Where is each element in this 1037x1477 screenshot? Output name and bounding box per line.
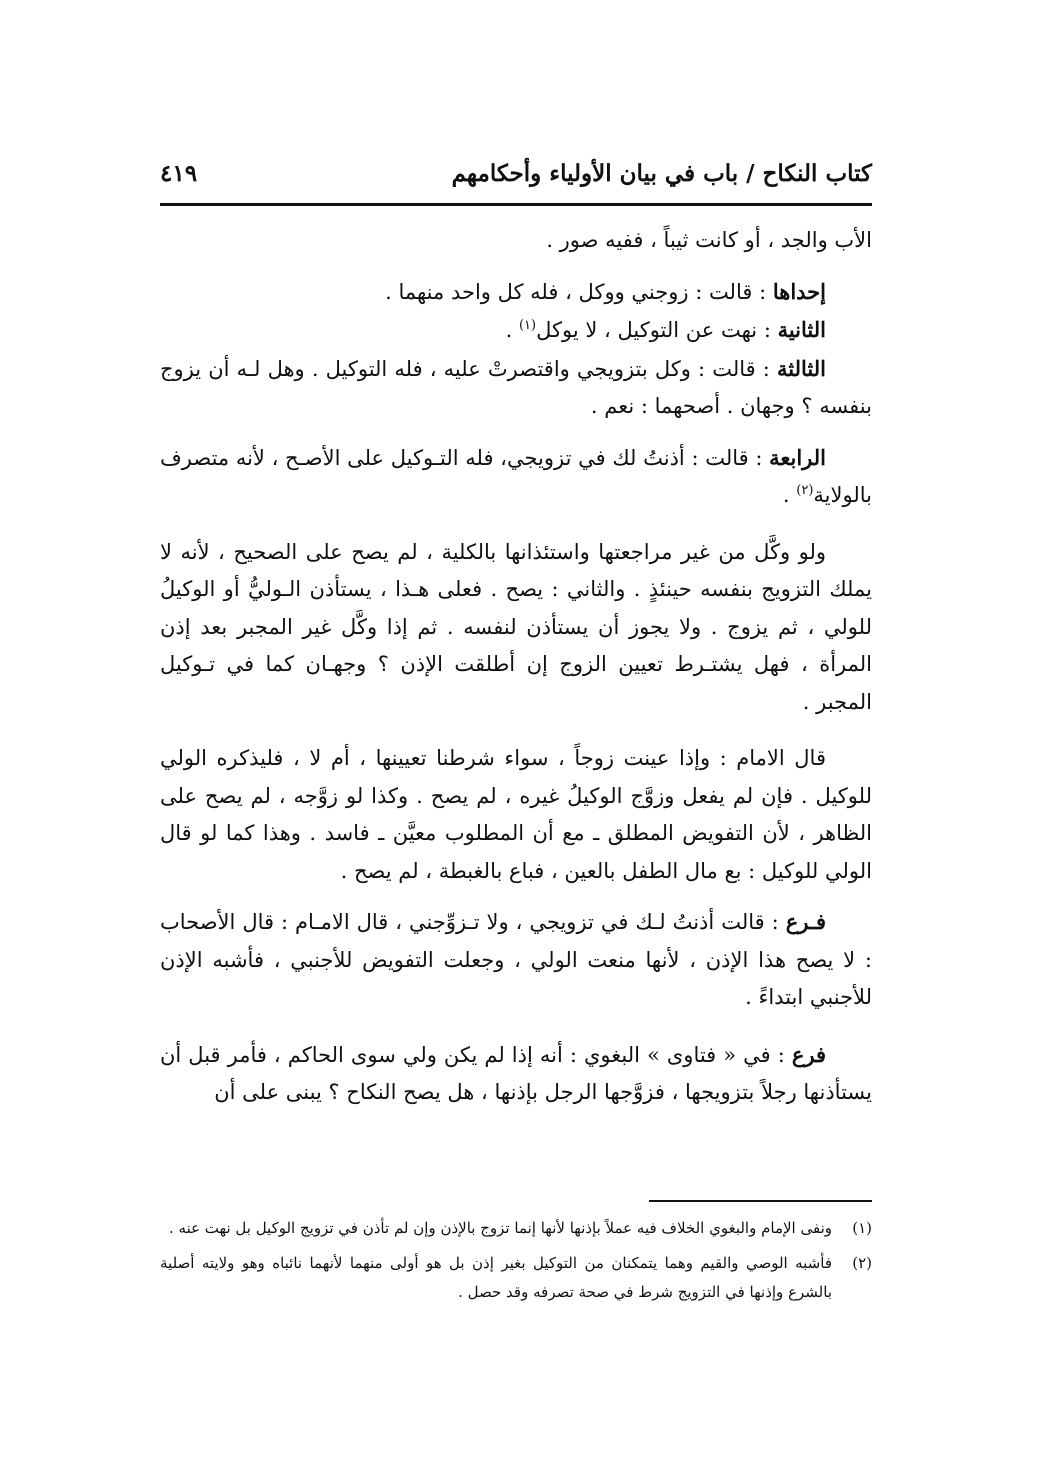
- running-title: كتاب النكاح / باب في بيان الأولياء وأحكامهم: [451, 160, 872, 187]
- third-case-text: : قالت : وكل بتزويجي واقتصرتْ عليه ، فله التوكيل . وهل لـه أن يزوج بنفسه ؟ وجهان . أصحهما : نعم .: [160, 356, 872, 418]
- footnote-rule: [649, 1200, 872, 1202]
- term-fourth-case: الرابعة: [769, 444, 826, 470]
- branch-1-text: : قالت أذنتُ لـك في تزويجي ، ولا تـزوِّجني ، قال الامـام : قال الأصحاب : لا يصح هذا الإذن ، لأنها منعت الولي ، وجعلت التفويض للأجنبي ، فأشبه الإذن للأجنبي ابتداءً .: [160, 910, 872, 1009]
- main-text: [160, 222, 872, 1112]
- first-case-text: : قالت : زوجني ووكل ، فله كل واحد منهما .: [385, 279, 767, 304]
- footnote-2-number: (٢): [852, 1254, 872, 1272]
- paragraph-fourth-case: [160, 439, 872, 515]
- term-first-case: إحداها: [772, 278, 826, 304]
- footnote-1: [160, 1214, 872, 1243]
- paragraph-third-case: [160, 350, 872, 426]
- paragraph-delegation: [160, 534, 872, 722]
- footnote-ref-1[interactable]: (١): [518, 318, 537, 333]
- term-second-case: الثانية: [777, 317, 826, 342]
- footnote-2-text: فأشبه الوصي والقيم وهما يتمكنان من التوكيل بغير إذن بل هو أولى منهما لأنهما نائباه وهو ولايته أصلية بالشرع وإذنها في التزويج شرط في صحة تصرفه وقد حصل .: [160, 1254, 832, 1301]
- footnote-1-text: ونفى الإمام والبغوي الخلاف فيه عملاً بإذنها لأنها إنما تزوج بالإذن وإن لم تأذن في تزويج الوكيل بل نهت عنه .: [168, 1219, 832, 1237]
- footnote-2: [160, 1249, 872, 1307]
- footnote-ref-2[interactable]: (٢): [796, 483, 814, 498]
- paragraph-branch-1: [160, 903, 872, 1017]
- paragraph-delegation-text: ولو وكَّل من غير مراجعتها واستئذانها بالكلية ، لم يصح على الصحيح ، لأنه لا يملك التزويج بنفسه حينئذٍ . والثاني : يصح . فعلى هـذا ، يستأذن الـوليُّ أو الوكيلُ للولي ، ثم يزوج . ولا يجوز أن يستأذن لنفسه . ثم إذا وكَّل غير المجبر بعد إذن المرأة ، فهل يشتـرط تعيين الزوج إن أطلقت الإذن ؟ وجهـان كما في تـوكيل المجبر .: [160, 539, 872, 714]
- page-number: ٤١٩: [160, 160, 198, 187]
- fourth-case-tail: .: [782, 483, 797, 507]
- second-case-tail: .: [505, 318, 519, 342]
- page-header: [160, 158, 872, 198]
- paragraph-1: [160, 222, 872, 260]
- paragraph-second-case: [160, 311, 872, 350]
- second-case-text: : نهت عن التوكيل ، لا يوكل: [536, 318, 771, 342]
- paragraph-imam: [160, 740, 872, 890]
- paragraph-1-text: الأب والجد ، أو كانت ثيباً ، ففيه صور .: [546, 228, 872, 252]
- branch-2-text: : في « فتاوى » البغوي : أنه إذا لم يكن ولي سوى الحاكم ، فأمر قبل أن يستأذنها رجلاً بتزويجها ، فزوَّجها الرجل بإذنها ، هل يصح النكاح ؟ يبنى على أن: [160, 1042, 872, 1104]
- fourth-case-text: : قالت : أذنتُ لك في تزويجي، فله التـوكيل على الأصـح ، لأنه متصرف بالولاية: [160, 445, 872, 507]
- paragraph-first-case: [160, 273, 872, 312]
- term-branch-1: فـرع: [785, 909, 826, 934]
- term-branch-2: فرع: [791, 1041, 826, 1067]
- footnotes: [160, 1214, 872, 1313]
- header-rule: [160, 203, 872, 206]
- term-third-case: الثالثة: [777, 355, 826, 381]
- paragraph-branch-2: [160, 1036, 872, 1112]
- footnote-1-number: (١): [852, 1219, 872, 1237]
- paragraph-imam-text: قال الامام : وإذا عينت زوجاً ، سواء شرطنا تعيينها ، أم لا ، فليذكره الولي للوكيل . فإن لم يفعل وزوَّج الوكيلُ غيره ، لم يصح . وكذا لو زوَّجه ، لم يصح على الظاهر ، لأن التفويض المطلق ـ مع أن المطلوب معيَّن ـ فاسد . وهذا كما لو قال الولي للوكيل : بع مال الطفل بالعين ، فباع بالغبطة ، لم يصح .: [160, 746, 872, 883]
